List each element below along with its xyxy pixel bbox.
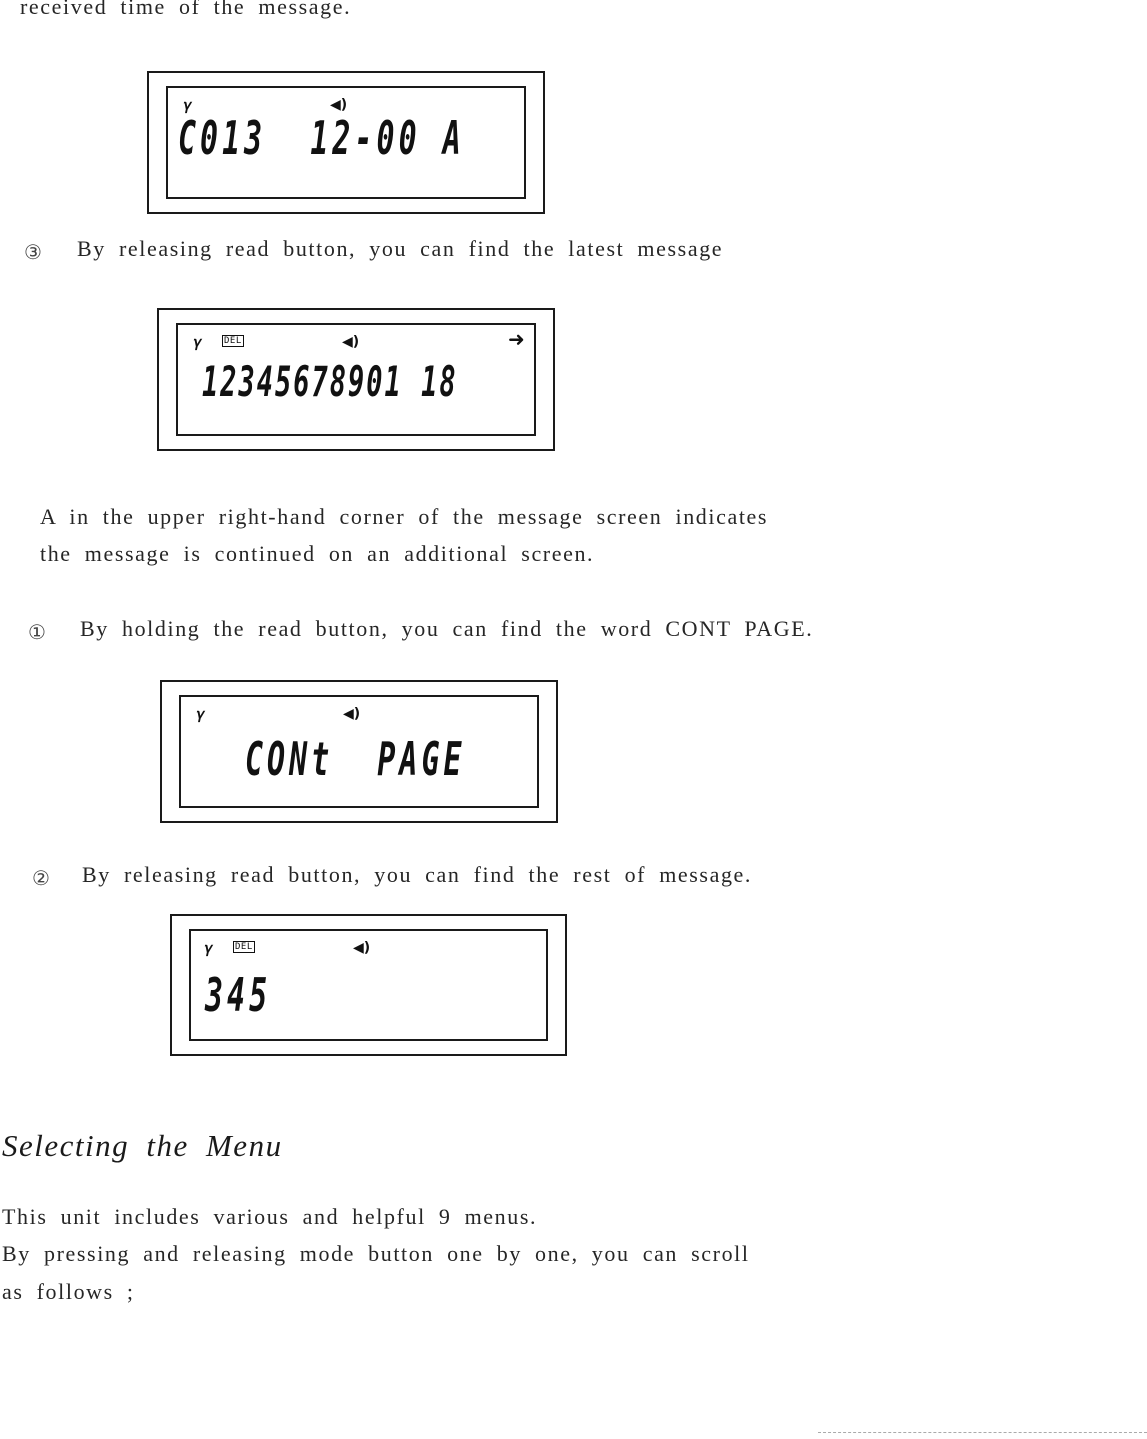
step-number: ② [32,868,50,890]
speaker-icon: ◀) [353,940,371,956]
step-text: By releasing read button, you can find the rest of message. [82,862,753,887]
lcd-display-3 [179,695,539,808]
note-line-2: the message is continued on an additional screen. [40,541,595,566]
note-line-1: A in the upper right-hand corner of the message screen indicates [40,504,769,529]
scan-artifact-line [818,1432,1147,1433]
lcd-screen-2 [157,308,555,451]
lcd-screen-1 [147,71,545,214]
arrow-right-icon: ➜ [508,327,525,351]
speaker-icon: ◀) [343,706,361,722]
speaker-icon: ◀) [342,334,360,350]
body-line-1: This unit includes various and helpful 9 menus. [2,1204,538,1229]
del-icon: DEL [224,336,242,346]
lcd-readout-4: 345 [205,969,272,1024]
lcd-readout-1: C013 12-00 A [178,112,465,167]
intro-line: received time of the message. [20,0,352,19]
lcd-readout-2: 12345678901 18 [202,359,458,408]
antenna-icon: 𝛾 [184,96,192,114]
step-text: By holding the read button, you can find the word CONT PAGE. [80,616,814,641]
antenna-icon: 𝛾 [197,705,205,723]
lcd-display-4 [189,929,548,1041]
lcd-screen-3 [160,680,558,823]
lcd-screen-4 [170,914,567,1056]
speaker-icon: ◀) [330,97,348,113]
lcd-display-1 [166,86,526,199]
step-text: By releasing read button, you can find the latest message [77,236,724,261]
step-number: ① [28,622,46,644]
lcd-readout-3: CONt PAGE [245,733,466,788]
lcd-display-2 [176,323,536,436]
body-line-3: as follows ; [2,1279,135,1304]
section-heading: Selecting the Menu [2,1128,283,1163]
del-icon: DEL [235,942,253,952]
antenna-icon: 𝛾 [194,333,202,351]
step-number: ③ [24,242,42,264]
antenna-icon: 𝛾 [205,939,213,957]
body-line-2: By pressing and releasing mode button one by one, you can scroll [2,1241,750,1266]
